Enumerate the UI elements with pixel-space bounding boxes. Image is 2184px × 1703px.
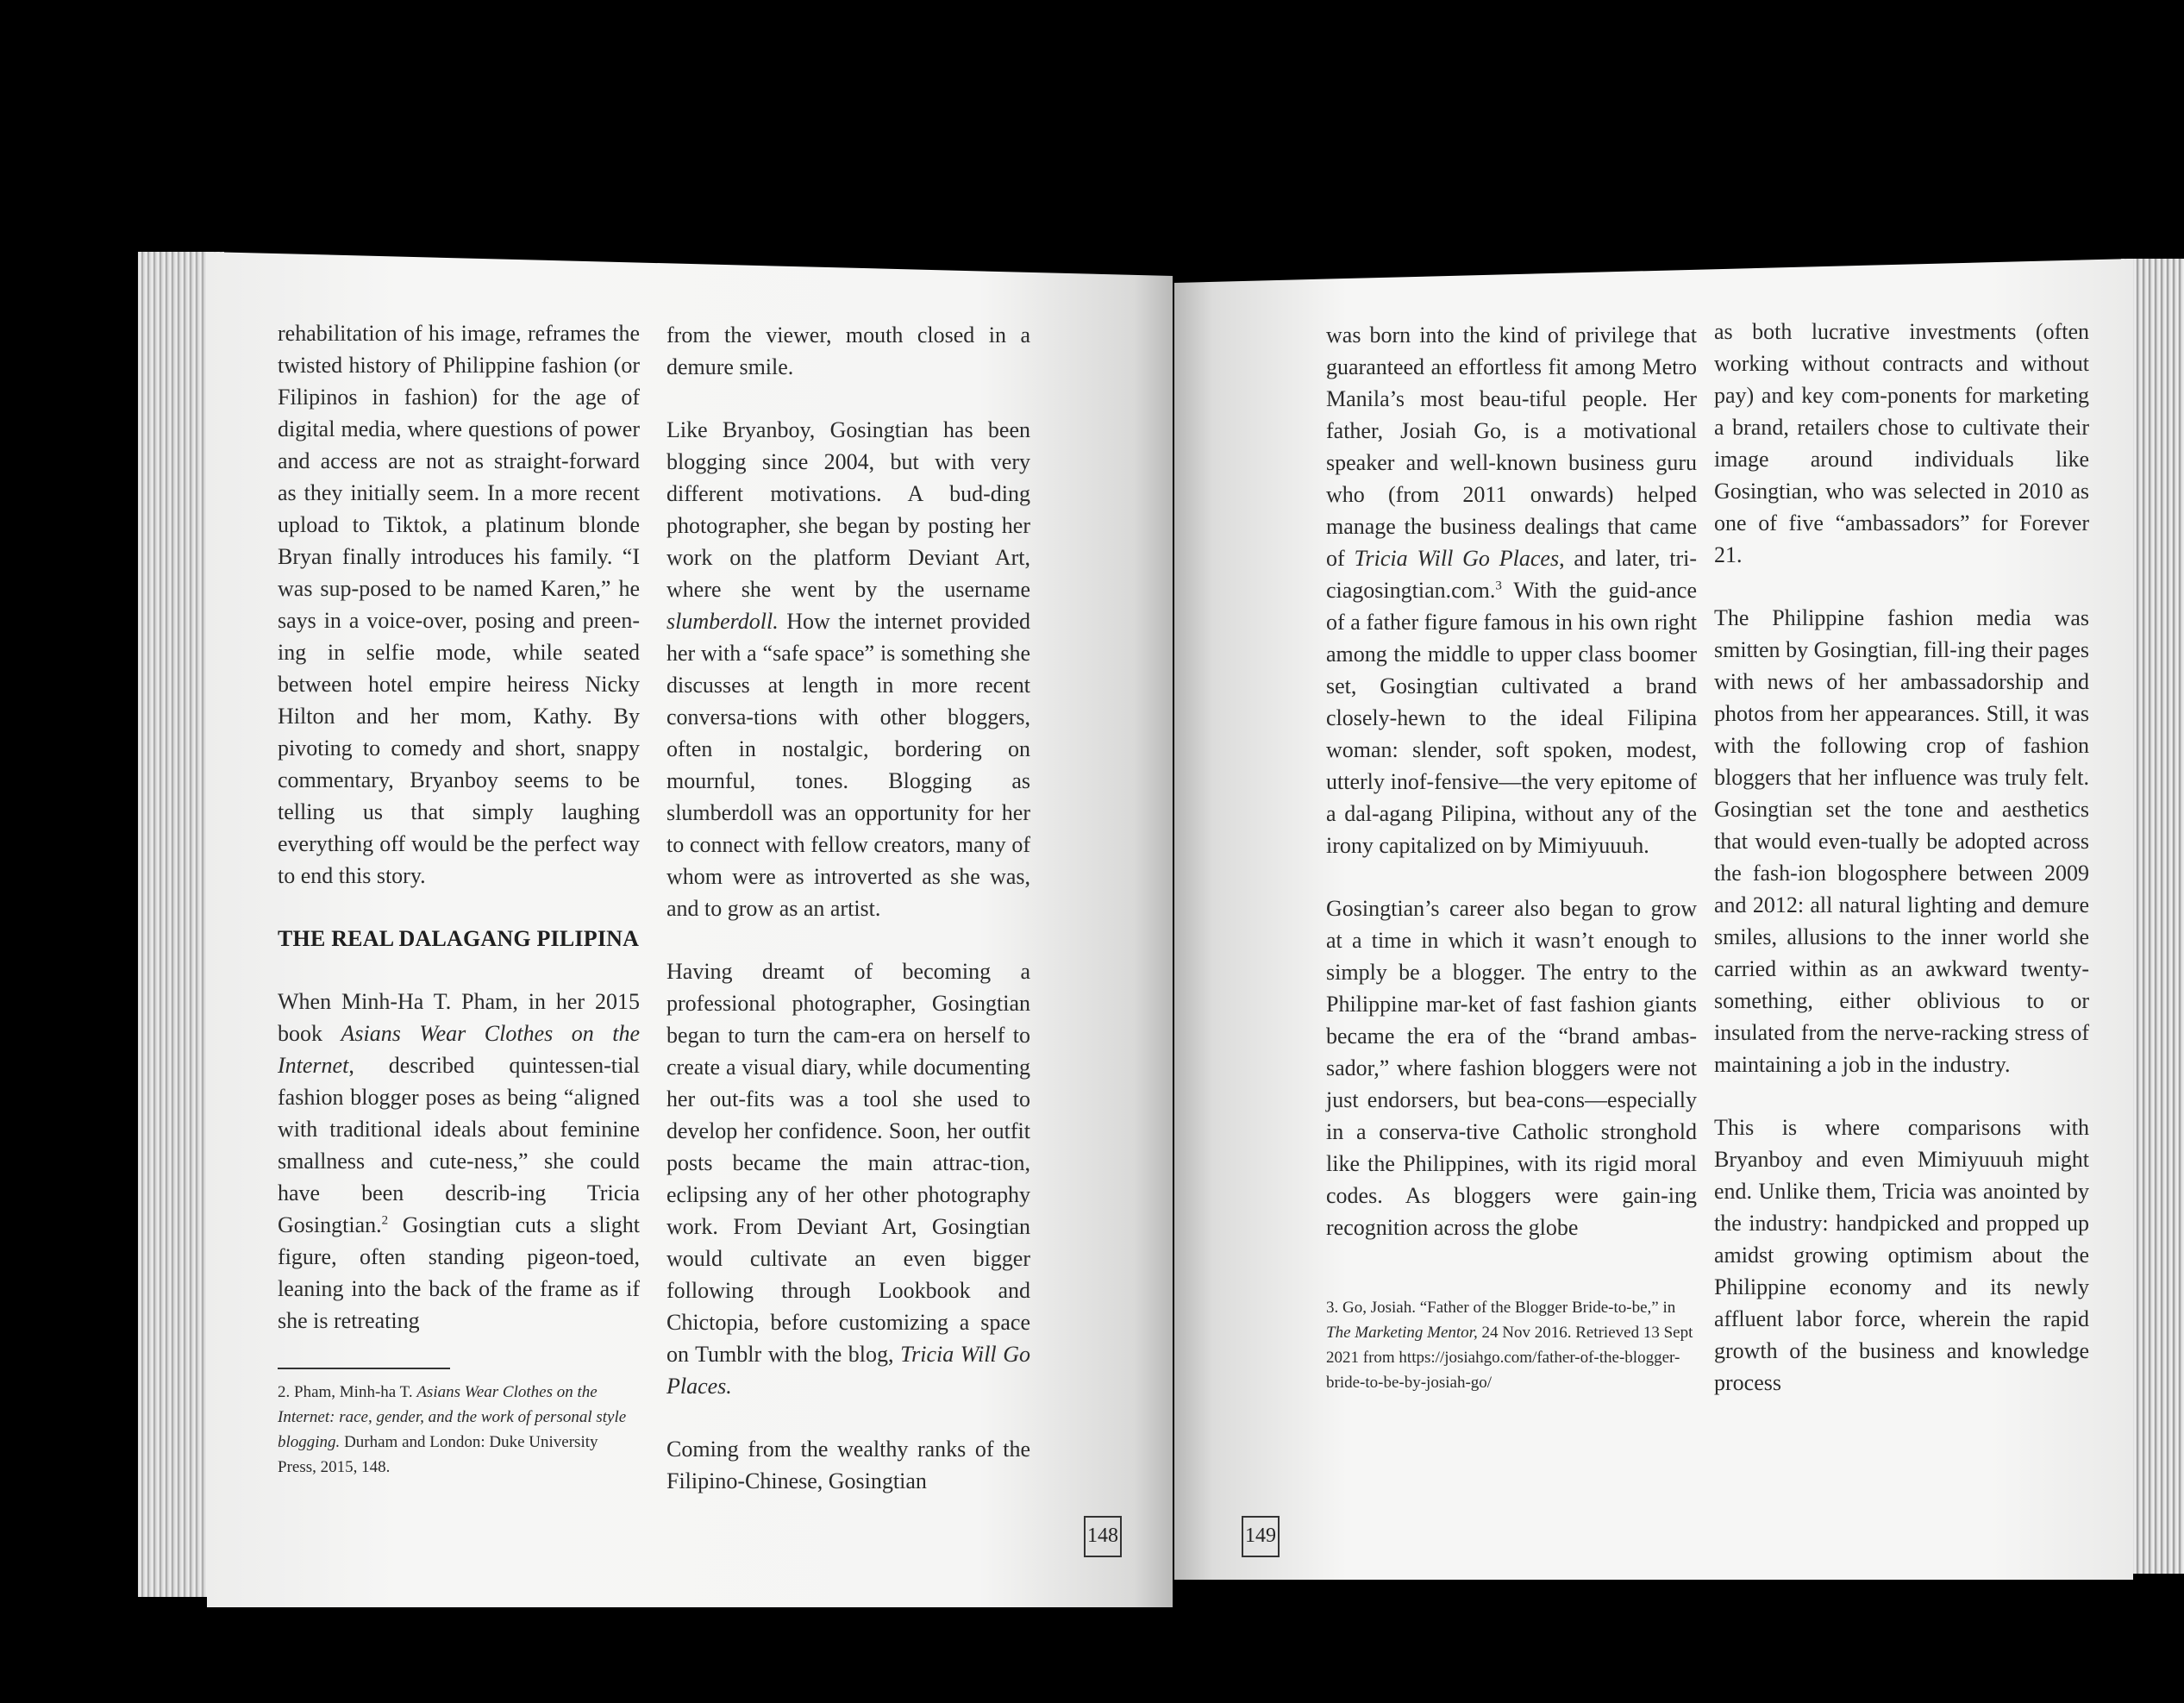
paragraph: as both lucrative investments (often working without contracts and without pay) and key com-ponents for marketing a brand, retailers chose to cultivate their image around individuals like Gosingtian, who was selected in 2010 as one of five “ambassadors” for Forever 21. [1714,319,2089,567]
left-page-column-1 [278,317,640,1480]
page-number-148: 148 [1084,1516,1122,1557]
paragraph: This is where comparisons with Bryanboy and even Mimiyuuuh might end. Unlike them, Tricia was anointed by the industry: handpicked and propped up amidst growing optimism about the Philippine economy and its newly affluent labor force, wherein the rapid growth of the business and knowledge process [1714,1115,2089,1395]
footnote-2: 2. Pham, Minh-ha T. Asians Wear Clothes on the Internet: race, gender, and the work of personal style blogging. Durham and London: Duke University Press, 2015, 148. [278,1383,627,1476]
footnote-ref: 2 [381,1213,389,1228]
book-title: Asians Wear Clothes on the Internet [278,1021,641,1078]
right-page-column-2 [1714,316,2089,1399]
left-page-column-2 [666,319,1030,1497]
section-heading: THE REAL DALAGANG PILIPINA [278,926,640,951]
paragraph: Like Bryanboy, Gosingtian has been blogging since 2004, but with very different motivations. A bud-ding photographer, she began by posting her work on the platform Deviant Art, where she went by the username slumberdoll. How the internet provided her with a “safe space” is something she discusses at length in more recent conversa-tions with other bloggers, often in nostalgic, bordering on mournful, tones. Blogging as slumberdoll was an opportunity for her to connect with fellow creators, many of whom were as introverted as she was, and to grow as an artist. [666,417,1030,921]
footnote-3: 3. Go, Josiah. “Father of the Blogger Bride-to-be,” in The Marketing Mentor, 24 Nov 2016. Retrieved 13 Sept 2021 from https://josiahgo.com/father-of-the-blogger-bride-to-be-by-josiah-go/ [1326,1299,1693,1392]
right-page-column-1 [1326,319,1697,1395]
paragraph: Having dreamt of becoming a professional photographer, Gosingtian began to turn the cam-era on herself to create a visual diary, while documenting her out-fits was a tool she used to develop her confidence. Soon, her outfit posts became the main attrac-tion, eclipsing any of her other photography work. From Deviant Art, Gosingtian would cultivate an even bigger following through Lookbook and Chictopia, before customizing a space on Tumblr with the blog, Tricia Will Go Places. [666,959,1030,1399]
paragraph: Coming from the wealthy ranks of the Filipino-Chinese, Gosingtian [666,1437,1030,1493]
footnote-ref: 3 [1495,579,1502,593]
paragraph: was born into the kind of privilege that guaranteed an effortless fit among Metro Manila’s most beau-tiful people. Her father, Josiah Go, is a motivational speaker and well-known business guru who (from 2011 onwards) helped manage the business dealings that came of Tricia Will Go Places, and later, tri-ciagosingtian.com.$^3$ With the guid-ance of a father figure famous in his own right among the middle to upper class boomer set, Gosingtian cultivated a brand closely-hewn to the ideal Filipina woman: slender, soft spoken, modest, utterly inof-fensive—the very epitome of a dal-agang Pilipina, without any of the irony capitalized on by Mimiyuuuh. [1326,322,1697,858]
page-number-149: 149 [1242,1516,1280,1557]
paragraph: from the viewer, mouth closed in a demure smile. [666,322,1030,379]
paragraph: Gosingtian’s career also began to grow at a time in which it wasn’t enough to simply be a blogger. The entry to the Philippine mar-ket of fast fashion giants became the era of the “brand ambas-sador,” where fashion bloggers were not just endorsers, but bea-cons—especially in a conserva-tive Catholic stronghold like the Philippines, with its rigid moral codes. As bloggers were gain-ing recognition across the globe [1326,896,1697,1240]
paragraph: rehabilitation of his image, reframes the twisted history of Philippine fashion (or Filipinos in fashion) for the age of digital media, where questions of power and access are not as straight-forward as they initially seem. In a more recent upload to Tiktok, a platinum blonde Bryan finally introduces his family. “I was sup-posed to be named Karen,” he says in a voice-over, posing and preen-ing in selfie mode, while seated between hotel empire heiress Nicky Hilton and her mom, Kathy. By pivoting to comedy and short, snappy commentary, Bryanboy seems to be telling us that simply laughing everything off would be the perfect way to end this story. [278,321,640,888]
paragraph: When Minh-Ha T. Pham, in her 2015 book Asians Wear Clothes on the Internet, described quintessen-tial fashion blogger poses as being “aligned with traditional ideals about feminine smallness and cute-ness,” she could have been describ-ing Tricia Gosingtian.$^2$ Gosingtian cuts a slight figure, often standing pigeon-toed, leaning into the back of the frame as if she is retreating [278,989,641,1333]
footnote-rule [278,1368,450,1369]
paragraph: The Philippine fashion media was smitten by Gosingtian, fill-ing their pages with news of her ambassadorship and photos from her appearances. Still, it was with the following crop of fashion bloggers that her influence was truly felt. Gosingtian set the tone and aesthetics that would even-tually be adopted across the fash-ion blogosphere between 2009 and 2012: all natural lighting and demure smiles, allusions to the inner world she carried within as an awkward twenty-something, either oblivious to or insulated from the nerve-racking stress of maintaining a job in the industry. [1714,605,2089,1077]
